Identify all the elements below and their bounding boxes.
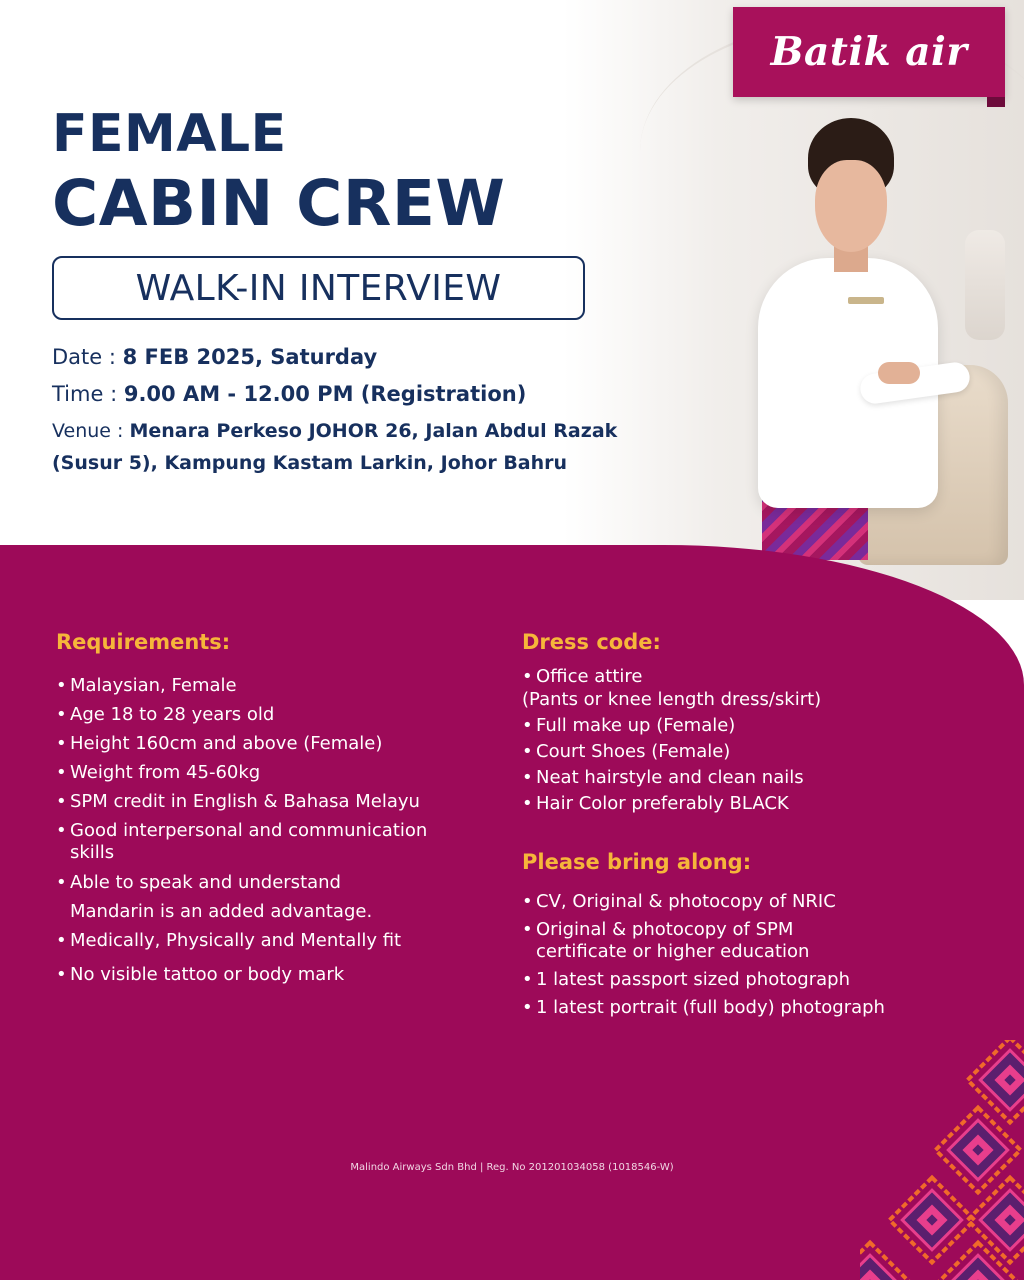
list-item-continuation: certificate or higher education [536, 941, 810, 962]
venue-value-2: (Susur 5), Kampung Kastam Larkin, Johor Bahru [52, 452, 568, 474]
cabin-window [965, 230, 1005, 340]
list-item-continuation: Mandarin is an added advantage. [70, 901, 373, 922]
title-female: FEMALE [52, 104, 287, 164]
dress-code-list [522, 666, 982, 815]
dress-code-section [522, 630, 982, 815]
time-value: 9.00 AM - 12.00 PM (Registration) [123, 382, 527, 406]
dress-code-heading: Dress code: [522, 630, 661, 654]
footer-registration: Malindo Airways Sdn Bhd | Reg. No 201201034058 (1018546-W) [350, 1162, 674, 1173]
list-item: • Able to speak and understand [56, 872, 496, 894]
bring-along-section [522, 850, 992, 1019]
title-cabin-crew: CABIN CREW [52, 167, 506, 240]
list-item: • SPM credit in English & Bahasa Melayu [56, 791, 496, 813]
list-item: • CV, Original & photocopy of NRIC [522, 891, 992, 913]
list-item-continuation: (Pants or knee length dress/skirt) [522, 689, 822, 710]
subtitle: WALK-IN INTERVIEW [135, 267, 502, 309]
list-item: • Full make up (Female) [522, 715, 982, 737]
venue-label: Venue : [52, 420, 130, 442]
date-line [52, 345, 377, 369]
bring-along-list [522, 891, 992, 1019]
batik-pattern-icon [860, 1040, 1024, 1280]
list-item: • Court Shoes (Female) [522, 741, 982, 763]
logo-text: Batik air [770, 29, 968, 75]
list-item: • Malaysian, Female [56, 675, 496, 697]
face [815, 160, 887, 252]
list-item: • Office attire [522, 666, 982, 688]
requirements-heading: Requirements: [56, 630, 231, 654]
logo-ribbon-fold [987, 97, 1005, 107]
list-item: • Medically, Physically and Mentally fit [56, 930, 496, 952]
date-label: Date : [52, 345, 123, 369]
list-item: • Neat hairstyle and clean nails [522, 767, 982, 789]
list-item: • Height 160cm and above (Female) [56, 733, 496, 755]
batik-air-logo [733, 7, 1005, 97]
hand [878, 362, 920, 384]
time-label: Time : [52, 382, 124, 406]
venue-line [52, 420, 617, 442]
name-tag [848, 297, 884, 304]
list-item: • No visible tattoo or body mark [56, 964, 496, 986]
requirements-list [56, 675, 496, 986]
time-line [52, 382, 526, 406]
bring-along-heading: Please bring along: [522, 850, 752, 874]
requirements-section [56, 630, 496, 986]
list-item: • Weight from 45-60kg [56, 762, 496, 784]
date-value: 8 FEB 2025, Saturday [122, 345, 378, 369]
list-item: • 1 latest portrait (full body) photograph [522, 997, 992, 1019]
list-item: • Hair Color preferably BLACK [522, 793, 982, 815]
list-item: • Age 18 to 28 years old [56, 704, 496, 726]
venue-line-2 [52, 452, 567, 474]
venue-value-1: Menara Perkeso JOHOR 26, Jalan Abdul Razak [129, 420, 618, 442]
subtitle-box [52, 256, 585, 320]
list-item-continuation: skills [70, 842, 115, 863]
list-item: • Good interpersonal and communication [56, 820, 496, 842]
list-item: • Original & photocopy of SPM [522, 919, 992, 941]
list-item: • 1 latest passport sized photograph [522, 969, 992, 991]
